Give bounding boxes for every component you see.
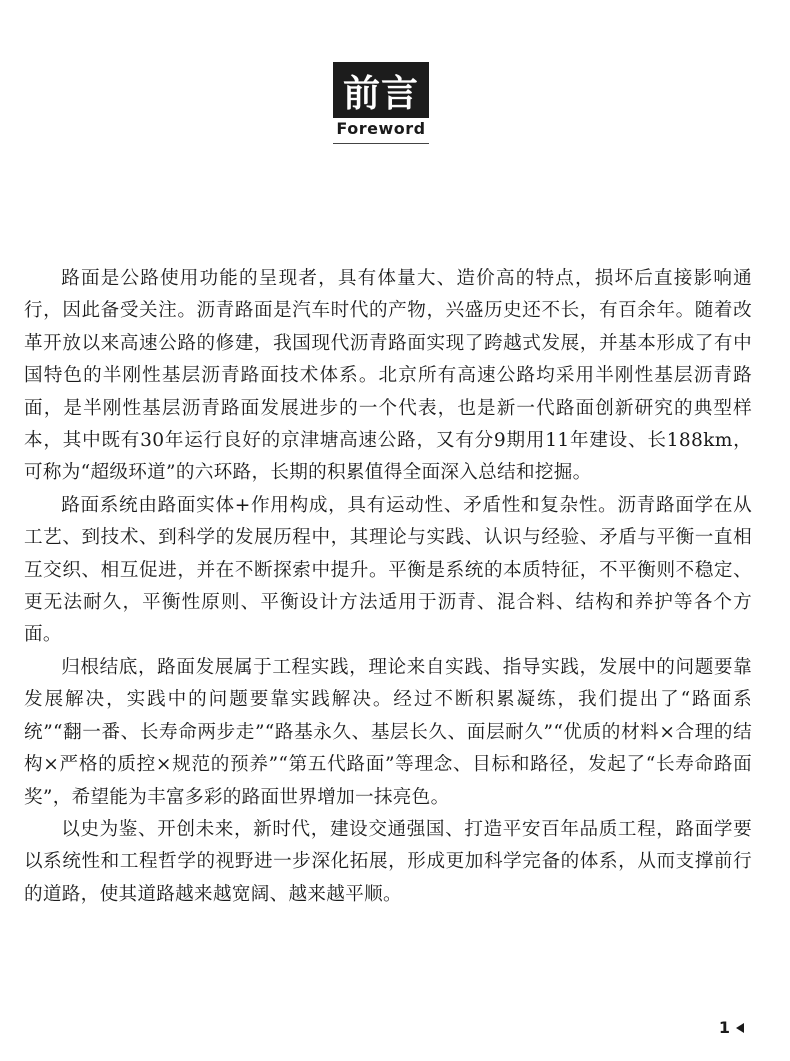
page-subtitle: Foreword [336, 119, 426, 138]
body-text [24, 263, 752, 911]
paragraph: 归根结底，路面发展属于工程实践，理论来自实践、指导实践，发展中的问题要靠发展解决，实践中的问题要靠实践解决。经过不断积累凝练，我们提出了“路面系统”“翻一番、长寿命两步走”“路基永久、基层长久、面层耐久”“优质的材料×合理的结构×严格的质控×规范的预养”“第五代路面”等理念、目标和路径，发起了“长寿命路面奖”，希望能为丰富多彩的路面世界增加一抹亮色。 [24, 656, 752, 808]
left-triangle-icon [736, 1023, 744, 1033]
page-footer [719, 1018, 744, 1037]
paragraph: 以史为鉴、开创未来，新时代，建设交通强国、打造平安百年品质工程，路面学要以系统性和工程哲学的视野进一步深化拓展，形成更加科学完备的体系，从而支撑前行的道路，使其道路越来越宽阔、越来越平顺。 [24, 818, 752, 905]
paragraph: 路面系统由路面实体+作用构成，具有运动性、矛盾性和复杂性。沥青路面学在从工艺、到技术、到科学的发展历程中，其理论与实践、认识与经验、矛盾与平衡一直相互交织、相互促进，并在不断探索中提升。平衡是系统的本质特征，不平衡则不稳定、更无法耐久，平衡性原则、平衡设计方法适用于沥青、混合料、结构和养护等各个方面。 [24, 494, 752, 646]
title-underline [333, 143, 429, 144]
paragraph: 路面是公路使用功能的呈现者，具有体量大、造价高的特点，损坏后直接影响通行，因此备受关注。沥青路面是汽车时代的产物，兴盛历史还不长，有百余年。随着改革开放以来高速公路的修建，我国现代沥青路面实现了跨越式发展，并基本形成了有中国特色的半刚性基层沥青路面技术体系。北京所有高速公路均采用半刚性基层沥青路面，是半刚性基层沥青路面发展进步的一个代表，也是新一代路面创新研究的典型样本，其中既有30年运行良好的京津塘高速公路，又有分9期用11年建设、长188km，可称为“超级环道”的六环路，长期的积累值得全面深入总结和挖掘。 [24, 268, 752, 484]
page-number: 1 [718, 1018, 730, 1037]
page-title: 前言 [333, 62, 429, 118]
